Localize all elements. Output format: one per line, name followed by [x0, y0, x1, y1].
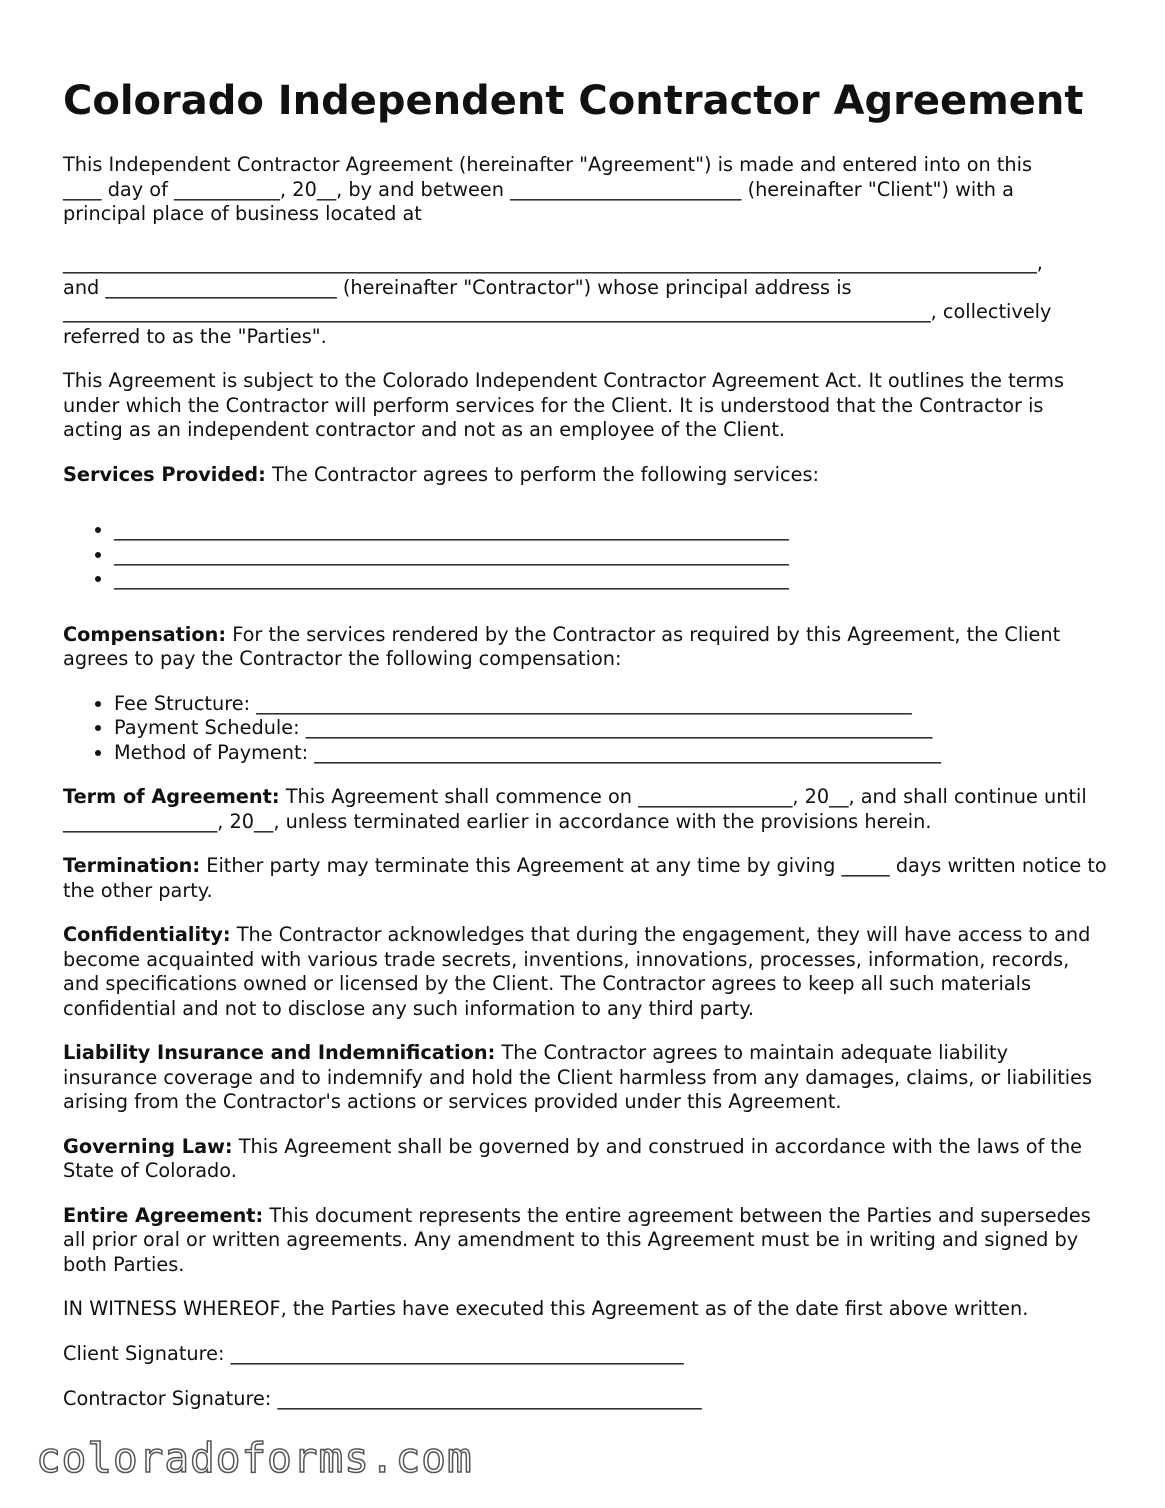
- intro-line: referred to as the "Parties".: [63, 324, 327, 348]
- confidentiality-text: The Contractor acknowledges that during the engagement, they will have access to and become acquainted with various trade secrets, inventions, innovations, processes, information, records, and specifications owned or licensed by the Client. The Contractor agrees to keep all such materials confidential and not to disclose any such information to any third party.: [63, 923, 1091, 1020]
- witness-paragraph: IN WITNESS WHEREOF, the Parties have executed this Agreement as of the date first above written.: [63, 1297, 1029, 1320]
- intro-line: _____________________________________________________________________________________________________,: [63, 251, 1043, 274]
- services-text: The Contractor agrees to perform the following services:: [271, 462, 819, 486]
- governing-law-paragraph: [63, 1135, 1108, 1184]
- termination-text: Either party may terminate this Agreement at any time by giving _____ days written notice to the other party.: [63, 854, 1107, 902]
- compensation-text: For the services rendered by the Contractor as required by this Agreement, the Client agrees to pay the Contractor the following compensation:: [63, 622, 1061, 670]
- client-signature-line: Client Signature: _______________________________________________: [63, 1341, 684, 1365]
- site-watermark: coloradoforms.com: [36, 1434, 473, 1482]
- termination-paragraph: [63, 854, 1108, 903]
- entire-agreement-text: This document represents the entire agreement between the Parties and supersedes all prior oral or written agreements. Any amendment to this Agreement must be in writing and signed by both Parties.: [63, 1203, 1091, 1276]
- services-list: [63, 518, 1108, 592]
- document-title: Colorado Independent Contractor Agreement: [63, 78, 1084, 124]
- services-item: • ______________________________________________________________________: [114, 518, 1108, 543]
- liability-heading: Liability Insurance and Indemnification:: [63, 1041, 496, 1064]
- intro-line: ____ day of ___________, 20__, by and between ________________________ (hereinafter "Client") with a: [63, 177, 1014, 201]
- governing-law-text: This Agreement shall be governed by and construed in accordance with the laws of the State of Colorado.: [63, 1134, 1083, 1182]
- contractor-signature-line: Contractor Signature: ____________________________________________: [63, 1387, 702, 1410]
- liability-text: The Contractor agrees to maintain adequate liability insurance coverage and to indemnify and hold the Client harmless from any damages, claims, or liabilities arising from the Contractor's actions or services provided under this Agreement.: [63, 1041, 1093, 1113]
- termination-heading: Termination:: [63, 854, 201, 877]
- subject-paragraph: This Agreement is subject to the Colorado Independent Contractor Agreement Act. It outlines the terms under which the Contractor will perform services for the Client. It is understood that the Contractor is acting as an independent contractor and not as an employee of the Client.: [63, 369, 1065, 441]
- services-heading: Services Provided:: [63, 462, 266, 486]
- document-page: [63, 78, 1108, 1433]
- services-paragraph: [63, 463, 1108, 488]
- compensation-paragraph: [63, 623, 1108, 672]
- entire-agreement-paragraph: [63, 1204, 1108, 1278]
- compensation-heading: Compensation:: [63, 622, 227, 646]
- term-heading: Term of Agreement:: [63, 785, 280, 808]
- compensation-list: [63, 692, 1108, 766]
- compensation-item: • Fee Structure: ____________________________________________________________________: [114, 692, 1108, 717]
- intro-line: and ________________________ (hereinafter "Contractor") whose principal address is: [63, 275, 852, 299]
- entire-agreement-heading: Entire Agreement:: [63, 1203, 264, 1227]
- services-item: • ______________________________________________________________________: [114, 567, 1108, 592]
- confidentiality-heading: Confidentiality:: [63, 923, 231, 946]
- intro-line: principal place of business located at: [63, 202, 422, 225]
- services-item: • ______________________________________________________________________: [114, 543, 1108, 568]
- term-paragraph: [63, 785, 1108, 834]
- compensation-item: • Method of Payment: _________________________________________________________________: [114, 741, 1108, 766]
- intro-line: This Independent Contractor Agreement (hereinafter "Agreement") is made and entered into on this: [63, 153, 1033, 176]
- compensation-item: • Payment Schedule: _________________________________________________________________: [114, 716, 1108, 741]
- governing-law-heading: Governing Law:: [63, 1134, 233, 1158]
- liability-paragraph: [63, 1041, 1108, 1115]
- confidentiality-paragraph: [63, 923, 1108, 1021]
- intro-paragraph: [63, 153, 1108, 349]
- intro-line: __________________________________________________________________________________________, collectively: [63, 300, 1052, 323]
- term-text: This Agreement shall commence on ________________, 20__, and shall continue until ________________, 20__, unless terminated earlier in accordance with the provisions herein.: [63, 785, 1087, 833]
